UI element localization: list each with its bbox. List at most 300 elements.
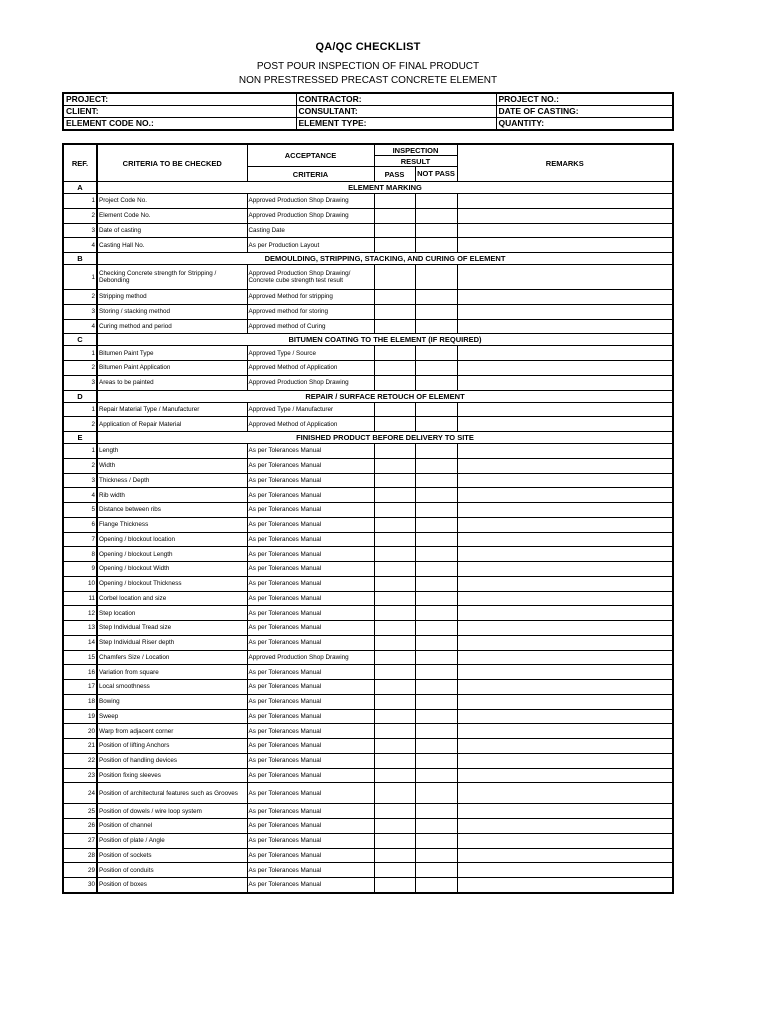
table-row <box>63 444 673 459</box>
remarks-cell[interactable] <box>457 402 673 417</box>
row-number: 25 <box>63 804 97 819</box>
table-row <box>63 503 673 518</box>
table-row <box>63 878 673 893</box>
row-acceptance: As per Tolerances Manual <box>247 635 374 650</box>
section-title: ELEMENT MARKING <box>97 182 673 194</box>
row-acceptance: As per Tolerances Manual <box>247 665 374 680</box>
remarks-cell[interactable] <box>457 346 673 361</box>
remarks-cell[interactable] <box>457 768 673 783</box>
not-pass-cell[interactable] <box>415 346 457 361</box>
row-criteria: Element Code No. <box>97 208 247 223</box>
not-pass-cell[interactable] <box>415 503 457 518</box>
table-row <box>63 833 673 848</box>
not-pass-cell[interactable] <box>415 833 457 848</box>
pass-cell[interactable] <box>374 680 415 695</box>
row-number: 27 <box>63 833 97 848</box>
remarks-cell[interactable] <box>457 194 673 209</box>
table-row <box>63 488 673 503</box>
table-row <box>63 517 673 532</box>
row-acceptance: As per Tolerances Manual <box>247 621 374 636</box>
remarks-cell[interactable] <box>457 819 673 834</box>
pass-cell[interactable] <box>374 265 415 290</box>
row-criteria: Step Individual Tread size <box>97 621 247 636</box>
table-header-row <box>63 144 673 156</box>
not-pass-cell[interactable] <box>415 804 457 819</box>
remarks-cell[interactable] <box>457 591 673 606</box>
table-row <box>63 709 673 724</box>
row-acceptance: As per Tolerances Manual <box>247 694 374 709</box>
pass-cell[interactable] <box>374 547 415 562</box>
inspection-table <box>62 143 674 894</box>
element-code-field: ELEMENT CODE NO.: <box>63 118 296 131</box>
remarks-cell[interactable] <box>457 680 673 695</box>
table-row <box>63 547 673 562</box>
row-criteria: Position of channel <box>97 819 247 834</box>
table-row <box>63 848 673 863</box>
remarks-cell[interactable] <box>457 290 673 305</box>
not-pass-cell[interactable] <box>415 473 457 488</box>
pass-cell[interactable] <box>374 194 415 209</box>
remarks-cell[interactable] <box>457 503 673 518</box>
pass-cell[interactable] <box>374 804 415 819</box>
consultant-field: CONSULTANT: <box>296 106 496 118</box>
row-criteria: Position of sockets <box>97 848 247 863</box>
document-subtitle-1: POST POUR INSPECTION OF FINAL PRODUCT <box>256 61 480 72</box>
not-pass-cell[interactable] <box>415 753 457 768</box>
row-number: 23 <box>63 768 97 783</box>
row-acceptance: As per Tolerances Manual <box>247 768 374 783</box>
row-number: 6 <box>63 517 97 532</box>
table-row <box>63 665 673 680</box>
table-row <box>63 402 673 417</box>
row-acceptance: Approved Method of Application <box>247 417 374 432</box>
row-acceptance: As per Tolerances Manual <box>247 517 374 532</box>
remarks-cell[interactable] <box>457 473 673 488</box>
not-pass-cell[interactable] <box>415 635 457 650</box>
row-number: 28 <box>63 848 97 863</box>
not-pass-cell[interactable] <box>415 238 457 253</box>
row-number: 30 <box>63 878 97 893</box>
not-pass-cell[interactable] <box>415 458 457 473</box>
row-acceptance: As per Tolerances Manual <box>247 444 374 459</box>
row-number: 3 <box>63 304 97 319</box>
not-pass-cell[interactable] <box>415 783 457 804</box>
row-criteria: Areas to be painted <box>97 375 247 390</box>
pass-cell[interactable] <box>374 848 415 863</box>
remarks-cell[interactable] <box>457 319 673 334</box>
row-number: 16 <box>63 665 97 680</box>
pass-cell[interactable] <box>374 361 415 376</box>
pass-cell[interactable] <box>374 576 415 591</box>
pass-cell[interactable] <box>374 606 415 621</box>
row-acceptance: As per Tolerances Manual <box>247 753 374 768</box>
table-row <box>63 680 673 695</box>
row-criteria: Width <box>97 458 247 473</box>
client-field: CLIENT: <box>63 106 296 118</box>
table-row <box>63 621 673 636</box>
row-acceptance: As per Tolerances Manual <box>247 591 374 606</box>
row-number: 18 <box>63 694 97 709</box>
row-number: 1 <box>63 265 97 290</box>
section-title: FINISHED PRODUCT BEFORE DELIVERY TO SITE <box>97 432 673 444</box>
remarks-cell[interactable] <box>457 547 673 562</box>
remarks-cell[interactable] <box>457 304 673 319</box>
section-row <box>63 334 673 346</box>
pass-cell[interactable] <box>374 819 415 834</box>
table-row <box>63 417 673 432</box>
row-criteria: Opening / blockout Thickness <box>97 576 247 591</box>
not-pass-cell[interactable] <box>415 265 457 290</box>
not-pass-cell[interactable] <box>415 319 457 334</box>
row-number: 2 <box>63 208 97 223</box>
remarks-cell[interactable] <box>457 208 673 223</box>
remarks-cell[interactable] <box>457 238 673 253</box>
row-criteria: Repair Material Type / Manufacturer <box>97 402 247 417</box>
row-acceptance: As per Tolerances Manual <box>247 547 374 562</box>
row-acceptance: Approved Method of Application <box>247 361 374 376</box>
row-criteria: Opening / blockout location <box>97 532 247 547</box>
table-row <box>63 768 673 783</box>
row-criteria: Variation from square <box>97 665 247 680</box>
row-number: 1 <box>63 194 97 209</box>
pass-cell[interactable] <box>374 319 415 334</box>
row-criteria: Curing method and period <box>97 319 247 334</box>
not-pass-cell[interactable] <box>415 709 457 724</box>
table-row <box>63 739 673 754</box>
row-acceptance: As per Tolerances Manual <box>247 606 374 621</box>
row-acceptance: Approved method for storing <box>247 304 374 319</box>
table-row <box>63 863 673 878</box>
remarks-cell[interactable] <box>457 488 673 503</box>
row-number: 4 <box>63 319 97 334</box>
row-criteria: Position of lifting Anchors <box>97 739 247 754</box>
table-row <box>63 606 673 621</box>
remarks-cell[interactable] <box>457 532 673 547</box>
criteria-header: CRITERIA TO BE CHECKED <box>97 144 247 182</box>
row-criteria: Position fixing sleeves <box>97 768 247 783</box>
not-pass-cell[interactable] <box>415 878 457 893</box>
pass-cell[interactable] <box>374 304 415 319</box>
not-pass-cell[interactable] <box>415 621 457 636</box>
pass-cell[interactable] <box>374 473 415 488</box>
row-number: 11 <box>63 591 97 606</box>
remarks-cell[interactable] <box>457 417 673 432</box>
row-number: 3 <box>63 375 97 390</box>
result-header: RESULT <box>374 156 457 167</box>
not-pass-cell[interactable] <box>415 591 457 606</box>
row-acceptance: As per Tolerances Manual <box>247 503 374 518</box>
row-number: 1 <box>63 444 97 459</box>
row-criteria: Bitumen Paint Application <box>97 361 247 376</box>
document-subtitle-2: NON PRESTRESSED PRECAST CONCRETE ELEMENT <box>238 75 498 86</box>
row-number: 20 <box>63 724 97 739</box>
remarks-header: REMARKS <box>457 144 673 182</box>
row-number: 9 <box>63 562 97 577</box>
row-criteria: Opening / blockout Width <box>97 562 247 577</box>
remarks-cell[interactable] <box>457 265 673 290</box>
row-criteria: Storing / stacking method <box>97 304 247 319</box>
remarks-cell[interactable] <box>457 458 673 473</box>
section-letter: B <box>63 253 97 265</box>
table-row <box>63 532 673 547</box>
pass-cell[interactable] <box>374 724 415 739</box>
row-number: 26 <box>63 819 97 834</box>
row-criteria: Sweep <box>97 709 247 724</box>
row-criteria: Distance between ribs <box>97 503 247 518</box>
not-pass-cell[interactable] <box>415 606 457 621</box>
row-criteria: Position of dowels / wire loop system <box>97 804 247 819</box>
remarks-cell[interactable] <box>457 444 673 459</box>
not-pass-cell[interactable] <box>415 304 457 319</box>
pass-cell[interactable] <box>374 458 415 473</box>
table-row <box>63 804 673 819</box>
section-title: BITUMEN COATING TO THE ELEMENT (IF REQUIRED) <box>97 334 673 346</box>
table-row <box>63 783 673 804</box>
remarks-cell[interactable] <box>457 724 673 739</box>
pass-cell[interactable] <box>374 238 415 253</box>
row-criteria: Date of casting <box>97 223 247 238</box>
table-row <box>63 265 673 290</box>
table-row <box>63 290 673 305</box>
row-acceptance: Casting Date <box>247 223 374 238</box>
row-criteria: Rib width <box>97 488 247 503</box>
row-criteria: Local smoothness <box>97 680 247 695</box>
project-field: PROJECT: <box>63 93 296 106</box>
pass-cell[interactable] <box>374 562 415 577</box>
not-pass-cell[interactable] <box>415 650 457 665</box>
row-acceptance: As per Tolerances Manual <box>247 532 374 547</box>
not-pass-cell[interactable] <box>415 680 457 695</box>
pass-cell[interactable] <box>374 346 415 361</box>
not-pass-cell[interactable] <box>415 417 457 432</box>
pass-cell[interactable] <box>374 709 415 724</box>
remarks-cell[interactable] <box>457 804 673 819</box>
not-pass-cell[interactable] <box>415 402 457 417</box>
pass-cell[interactable] <box>374 208 415 223</box>
pass-cell[interactable] <box>374 863 415 878</box>
not-pass-cell[interactable] <box>415 517 457 532</box>
row-acceptance: Approved Production Shop Drawing/ Concrete cube strength test result <box>247 265 374 290</box>
row-number: 1 <box>63 346 97 361</box>
row-acceptance: As per Tolerances Manual <box>247 488 374 503</box>
pass-cell[interactable] <box>374 375 415 390</box>
pass-cell[interactable] <box>374 783 415 804</box>
row-number: 15 <box>63 650 97 665</box>
not-pass-cell[interactable] <box>415 848 457 863</box>
row-number: 4 <box>63 238 97 253</box>
table-row <box>63 635 673 650</box>
not-pass-cell[interactable] <box>415 819 457 834</box>
row-number: 24 <box>63 783 97 804</box>
pass-cell[interactable] <box>374 444 415 459</box>
pass-header: PASS <box>374 167 415 182</box>
remarks-cell[interactable] <box>457 576 673 591</box>
row-criteria: Bowing <box>97 694 247 709</box>
not-pass-cell[interactable] <box>415 562 457 577</box>
row-acceptance: As per Tolerances Manual <box>247 819 374 834</box>
not-pass-cell[interactable] <box>415 768 457 783</box>
row-number: 5 <box>63 503 97 518</box>
info-row <box>63 118 673 131</box>
row-criteria: Warp from adjacent corner <box>97 724 247 739</box>
remarks-cell[interactable] <box>457 665 673 680</box>
row-number: 3 <box>63 473 97 488</box>
row-number: 1 <box>63 402 97 417</box>
section-letter: E <box>63 432 97 444</box>
row-acceptance: As per Tolerances Manual <box>247 680 374 695</box>
section-row <box>63 432 673 444</box>
pass-cell[interactable] <box>374 739 415 754</box>
remarks-cell[interactable] <box>457 361 673 376</box>
pass-cell[interactable] <box>374 621 415 636</box>
row-acceptance: As per Tolerances Manual <box>247 804 374 819</box>
table-row <box>63 576 673 591</box>
pass-cell[interactable] <box>374 290 415 305</box>
row-acceptance: As per Tolerances Manual <box>247 473 374 488</box>
section-letter: C <box>63 334 97 346</box>
not-pass-cell[interactable] <box>415 665 457 680</box>
pass-cell[interactable] <box>374 223 415 238</box>
not-pass-header: NOT PASS <box>415 167 457 182</box>
row-acceptance: Approved Production Shop Drawing <box>247 208 374 223</box>
not-pass-cell[interactable] <box>415 863 457 878</box>
row-number: 13 <box>63 621 97 636</box>
pass-cell[interactable] <box>374 753 415 768</box>
project-no-field: PROJECT NO.: <box>496 93 673 106</box>
remarks-cell[interactable] <box>457 517 673 532</box>
info-row <box>63 93 673 106</box>
remarks-cell[interactable] <box>457 694 673 709</box>
pass-cell[interactable] <box>374 532 415 547</box>
section-row <box>63 390 673 402</box>
remarks-cell[interactable] <box>457 878 673 893</box>
row-criteria: Position of handling devices <box>97 753 247 768</box>
pass-cell[interactable] <box>374 694 415 709</box>
quantity-field: QUANTITY: <box>496 118 673 131</box>
pass-cell[interactable] <box>374 517 415 532</box>
not-pass-cell[interactable] <box>415 361 457 376</box>
row-acceptance: As per Tolerances Manual <box>247 709 374 724</box>
remarks-cell[interactable] <box>457 375 673 390</box>
not-pass-cell[interactable] <box>415 576 457 591</box>
row-number: 2 <box>63 361 97 376</box>
table-row <box>63 375 673 390</box>
remarks-cell[interactable] <box>457 223 673 238</box>
not-pass-cell[interactable] <box>415 194 457 209</box>
row-number: 4 <box>63 488 97 503</box>
row-criteria: Position of plate / Angle <box>97 833 247 848</box>
pass-cell[interactable] <box>374 650 415 665</box>
pass-cell[interactable] <box>374 878 415 893</box>
row-number: 14 <box>63 635 97 650</box>
acceptance-header: ACCEPTANCE <box>247 144 374 167</box>
row-acceptance: As per Tolerances Manual <box>247 863 374 878</box>
row-number: 2 <box>63 417 97 432</box>
section-title: DEMOULDING, STRIPPING, STACKING, AND CURING OF ELEMENT <box>97 253 673 265</box>
row-criteria: Step location <box>97 606 247 621</box>
row-criteria: Length <box>97 444 247 459</box>
remarks-cell[interactable] <box>457 863 673 878</box>
remarks-cell[interactable] <box>457 739 673 754</box>
row-acceptance: Approved Production Shop Drawing <box>247 194 374 209</box>
row-acceptance: As per Tolerances Manual <box>247 458 374 473</box>
row-acceptance: Approved method of Curing <box>247 319 374 334</box>
row-acceptance: Approved Type / Manufacturer <box>247 402 374 417</box>
row-acceptance: Approved Method for stripping <box>247 290 374 305</box>
not-pass-cell[interactable] <box>415 694 457 709</box>
table-row <box>63 346 673 361</box>
section-letter: D <box>63 390 97 402</box>
remarks-cell[interactable] <box>457 606 673 621</box>
remarks-cell[interactable] <box>457 709 673 724</box>
row-acceptance: As per Tolerances Manual <box>247 878 374 893</box>
row-criteria: Opening / blockout Length <box>97 547 247 562</box>
table-row <box>63 208 673 223</box>
table-row <box>63 819 673 834</box>
table-row <box>63 458 673 473</box>
pass-cell[interactable] <box>374 635 415 650</box>
row-criteria: Application of Repair Material <box>97 417 247 432</box>
not-pass-cell[interactable] <box>415 532 457 547</box>
row-number: 7 <box>63 532 97 547</box>
row-criteria: Checking Concrete strength for Stripping / Debonding <box>97 265 247 290</box>
remarks-cell[interactable] <box>457 650 673 665</box>
row-acceptance: As per Tolerances Manual <box>247 562 374 577</box>
pass-cell[interactable] <box>374 833 415 848</box>
row-criteria: Corbel location and size <box>97 591 247 606</box>
remarks-cell[interactable] <box>457 848 673 863</box>
row-criteria: Position of boxes <box>97 878 247 893</box>
not-pass-cell[interactable] <box>415 724 457 739</box>
row-acceptance: As per Tolerances Manual <box>247 783 374 804</box>
not-pass-cell[interactable] <box>415 444 457 459</box>
row-criteria: Stripping method <box>97 290 247 305</box>
remarks-cell[interactable] <box>457 833 673 848</box>
pass-cell[interactable] <box>374 417 415 432</box>
not-pass-cell[interactable] <box>415 208 457 223</box>
remarks-cell[interactable] <box>457 635 673 650</box>
remarks-cell[interactable] <box>457 621 673 636</box>
pass-cell[interactable] <box>374 488 415 503</box>
pass-cell[interactable] <box>374 503 415 518</box>
section-row <box>63 253 673 265</box>
pass-cell[interactable] <box>374 402 415 417</box>
not-pass-cell[interactable] <box>415 290 457 305</box>
row-acceptance: Approved Type / Source <box>247 346 374 361</box>
not-pass-cell[interactable] <box>415 547 457 562</box>
row-acceptance: As per Tolerances Manual <box>247 848 374 863</box>
row-number: 2 <box>63 458 97 473</box>
table-row <box>63 238 673 253</box>
not-pass-cell[interactable] <box>415 375 457 390</box>
pass-cell[interactable] <box>374 665 415 680</box>
remarks-cell[interactable] <box>457 562 673 577</box>
row-number: 29 <box>63 863 97 878</box>
row-acceptance: As per Tolerances Manual <box>247 576 374 591</box>
remarks-cell[interactable] <box>457 783 673 804</box>
remarks-cell[interactable] <box>457 753 673 768</box>
pass-cell[interactable] <box>374 591 415 606</box>
table-row <box>63 319 673 334</box>
not-pass-cell[interactable] <box>415 223 457 238</box>
not-pass-cell[interactable] <box>415 739 457 754</box>
pass-cell[interactable] <box>374 768 415 783</box>
contractor-field: CONTRACTOR: <box>296 93 496 106</box>
ref-header: REF. <box>63 144 97 182</box>
not-pass-cell[interactable] <box>415 488 457 503</box>
table-row <box>63 223 673 238</box>
row-criteria: Position of architectural features such as Grooves <box>97 783 247 804</box>
